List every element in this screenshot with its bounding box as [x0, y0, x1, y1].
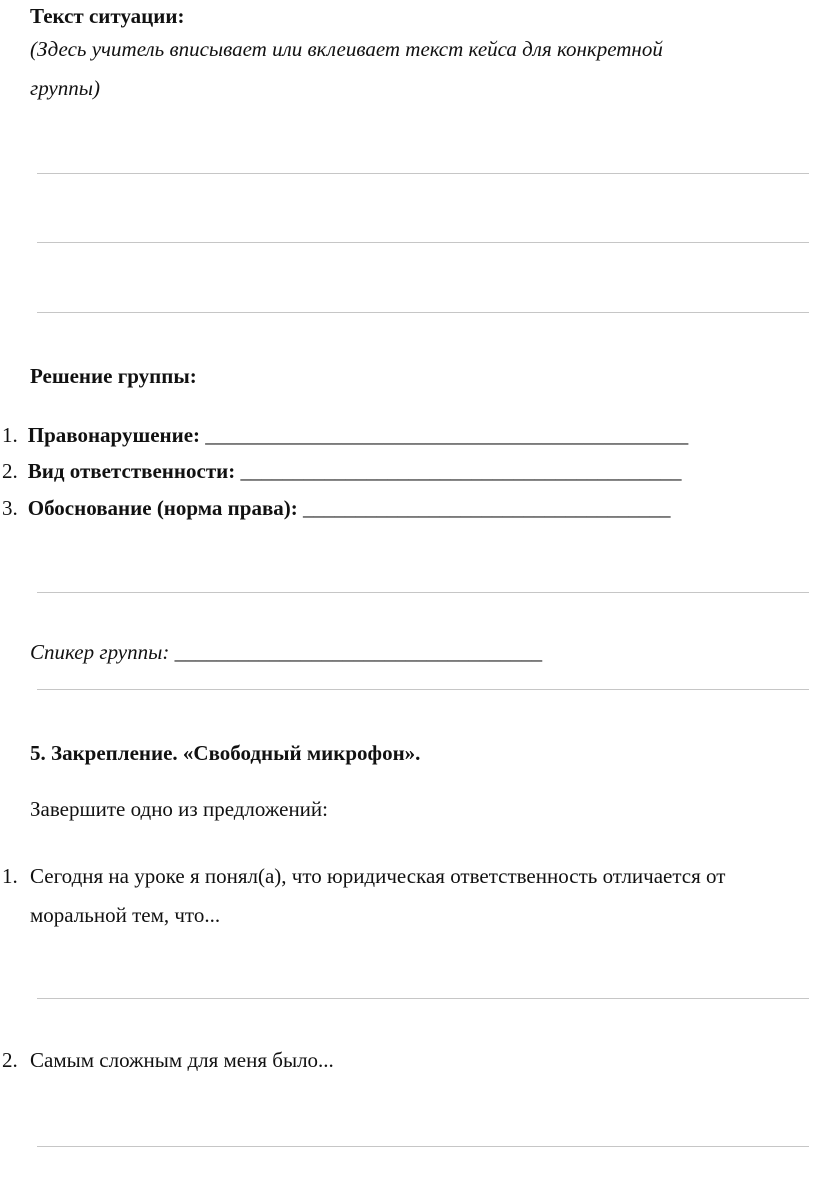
- situation-note-line2: группы): [30, 76, 100, 100]
- sentence-item-1-line2: моральной тем, что...: [30, 903, 221, 927]
- solution-item-number: 2.: [2, 459, 18, 483]
- writing-line-7[interactable]: [37, 1146, 809, 1147]
- speaker-label: Спикер группы:: [30, 640, 170, 664]
- solution-item-number: 1.: [2, 423, 18, 447]
- legal-norm-blank[interactable]: ___________________________________: [303, 496, 671, 520]
- writing-line-4[interactable]: [37, 592, 809, 593]
- situation-title: Текст ситуации:: [30, 4, 185, 28]
- sentence-item-2-line1: Самым сложным для меня было...: [30, 1048, 334, 1072]
- liability-type-blank[interactable]: __________________________________________: [240, 459, 682, 483]
- writing-line-2[interactable]: [37, 242, 809, 243]
- offense-blank[interactable]: ______________________________________________: [205, 423, 689, 447]
- solution-item-number: 3.: [2, 496, 18, 520]
- writing-line-6[interactable]: [37, 998, 809, 999]
- writing-line-1[interactable]: [37, 173, 809, 174]
- speaker-row: [30, 640, 542, 665]
- situation-note-line1: (Здесь учитель вписывает или вклеивает текст кейса для конкретной: [30, 37, 663, 61]
- sentence-item-1-number: 1.: [2, 864, 18, 888]
- solution-item-3: [2, 496, 671, 521]
- writing-line-5[interactable]: [37, 689, 809, 690]
- sentence-item-1-line1: Сегодня на уроке я понял(а), что юридическая ответственность отличается от: [30, 864, 726, 888]
- solution-item-1: [2, 423, 688, 448]
- consolidation-instruction: Завершите одно из предложений:: [30, 797, 328, 821]
- writing-line-3[interactable]: [37, 312, 809, 313]
- speaker-blank[interactable]: ___________________________________: [174, 640, 543, 664]
- solution-item-label: Обоснование (норма права):: [27, 496, 298, 520]
- solution-item-label: Вид ответственности:: [27, 459, 236, 483]
- solution-item-2: [2, 459, 681, 484]
- consolidation-title: 5. Закрепление. «Свободный микрофон».: [30, 741, 421, 765]
- sentence-item-2-number: 2.: [2, 1048, 18, 1072]
- solution-item-label: Правонарушение:: [27, 423, 201, 447]
- group-solution-title: Решение группы:: [30, 364, 197, 388]
